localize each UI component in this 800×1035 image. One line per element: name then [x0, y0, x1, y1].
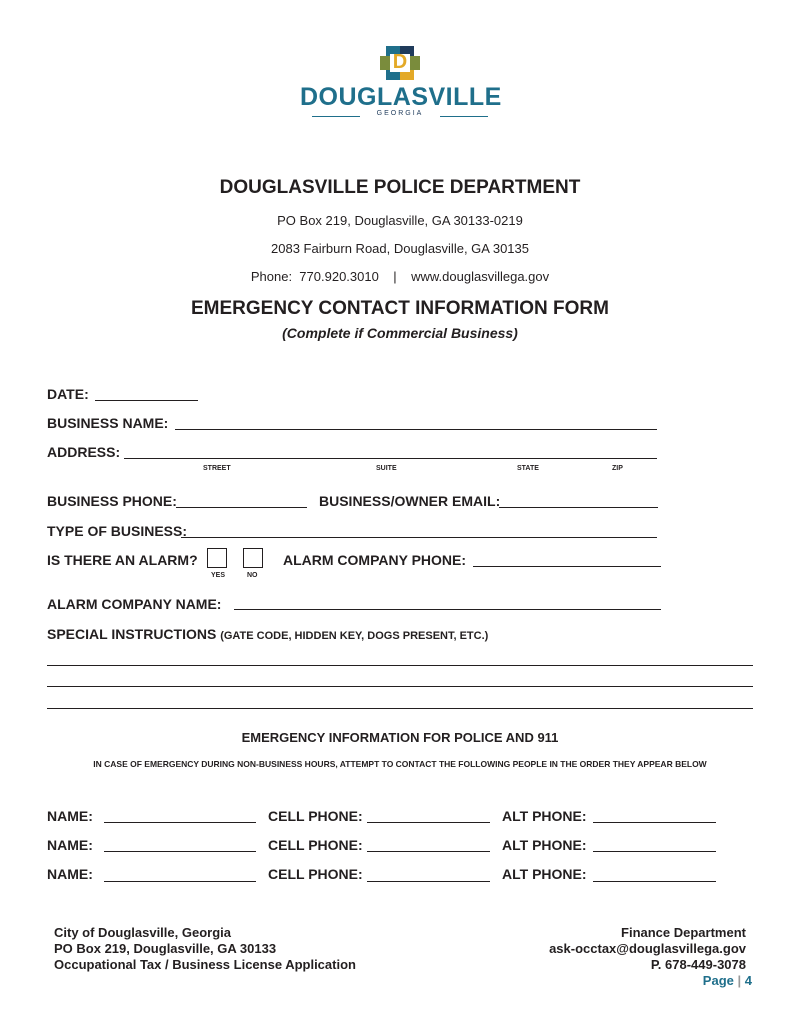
special-instructions-title: SPECIAL INSTRUCTIONS [47, 626, 217, 642]
alarm-yes-checkbox[interactable] [207, 548, 227, 568]
contact-3-cell-field[interactable] [367, 881, 490, 882]
address-field[interactable] [124, 458, 657, 459]
footer-right [549, 925, 746, 973]
address-street-caption: STREET [203, 465, 231, 472]
contact-2-alt-field[interactable] [593, 851, 716, 852]
contact-1-cell-field[interactable] [367, 822, 490, 823]
emergency-heading: EMERGENCY INFORMATION FOR POLICE AND 911 [241, 730, 559, 745]
contact-1-cell-label: CELL PHONE: [268, 808, 363, 824]
address-zip-caption: ZIP [612, 465, 623, 472]
alarm-question-label: IS THERE AN ALARM? [47, 552, 198, 568]
department-phone-web: Phone: 770.920.3010 | www.douglasvillega.gov [250, 269, 550, 284]
business-name-label: BUSINESS NAME: [47, 415, 169, 431]
contact-2-cell-field[interactable] [367, 851, 490, 852]
logo-wordmark: DOUGLASVILLE [300, 83, 502, 111]
alarm-company-phone-field[interactable] [473, 566, 661, 567]
contact-2-name-field[interactable] [104, 851, 256, 852]
department-title: DOUGLASVILLE POLICE DEPARTMENT [219, 177, 581, 198]
alarm-yes-caption: YES [211, 572, 226, 579]
logo-subtitle: GEORGIA [376, 110, 424, 117]
logo-rule-left [312, 116, 360, 117]
special-instructions-label [47, 626, 488, 642]
department-address-street: 2083 Fairburn Road, Douglasville, GA 30135 [271, 241, 529, 256]
contact-1-alt-label: ALT PHONE: [502, 808, 587, 824]
department-address-po: PO Box 219, Douglasville, GA 30133-0219 [277, 213, 523, 228]
owner-email-label: BUSINESS/OWNER EMAIL: [319, 493, 501, 509]
alarm-company-phone-label: ALARM COMPANY PHONE: [283, 552, 467, 568]
logo-rule-right [440, 116, 488, 117]
special-instructions-line-3[interactable] [47, 708, 753, 709]
contact-2-alt-label: ALT PHONE: [502, 837, 587, 853]
contact-3-cell-label: CELL PHONE: [268, 866, 363, 882]
alarm-no-caption: NO [247, 572, 258, 579]
footer-email: ask-occtax@douglasvillega.gov [549, 941, 746, 956]
page-separator: | [737, 973, 742, 988]
form-subtitle: (Complete if Commercial Business) [282, 325, 518, 341]
special-instructions-line-2[interactable] [47, 686, 753, 687]
address-state-caption: STATE [517, 465, 539, 472]
footer-application-name: Occupational Tax / Business License Application [54, 957, 356, 972]
contact-1-alt-field[interactable] [593, 822, 716, 823]
contact-2-name-label: NAME: [47, 837, 93, 853]
contact-2-cell-label: CELL PHONE: [268, 837, 363, 853]
footer-left [54, 925, 356, 973]
footer-city: City of Douglasville, Georgia [54, 925, 231, 940]
contact-3-name-field[interactable] [104, 881, 256, 882]
type-of-business-field[interactable] [181, 537, 657, 538]
date-label: DATE: [47, 386, 89, 402]
business-phone-field[interactable] [176, 507, 307, 508]
page-label: Page [702, 973, 734, 988]
footer-phone: P. 678-449-3078 [650, 957, 746, 972]
date-field[interactable] [95, 400, 198, 401]
alarm-company-name-field[interactable] [234, 609, 661, 610]
contact-3-alt-label: ALT PHONE: [502, 866, 587, 882]
footer-department: Finance Department [621, 925, 746, 940]
alarm-no-checkbox[interactable] [243, 548, 263, 568]
business-name-field[interactable] [175, 429, 657, 430]
contact-1-name-field[interactable] [104, 822, 256, 823]
owner-email-field[interactable] [499, 507, 658, 508]
emergency-instructions: IN CASE OF EMERGENCY DURING NON-BUSINESS HOURS, ATTEMPT TO CONTACT THE FOLLOWING PEOPLE IN THE ORDER THEY APPEAR BELOW [93, 759, 707, 769]
contact-3-alt-field[interactable] [593, 881, 716, 882]
contact-3-name-label: NAME: [47, 866, 93, 882]
address-suite-caption: SUITE [376, 465, 397, 472]
page-indicator [703, 973, 752, 988]
alarm-company-name-label: ALARM COMPANY NAME: [47, 596, 222, 612]
footer-po-box: PO Box 219, Douglasville, GA 30133 [54, 941, 277, 956]
address-label: ADDRESS: [47, 444, 121, 460]
special-instructions-line-1[interactable] [47, 665, 753, 666]
page-number: 4 [744, 973, 752, 988]
business-phone-label: BUSINESS PHONE: [47, 493, 177, 509]
form-title: EMERGENCY CONTACT INFORMATION FORM [191, 298, 609, 319]
logo-letter: D [392, 51, 408, 73]
type-of-business-label: TYPE OF BUSINESS: [47, 523, 188, 539]
contact-1-name-label: NAME: [47, 808, 93, 824]
special-instructions-note: (GATE CODE, HIDDEN KEY, DOGS PRESENT, ETC.) [220, 630, 489, 642]
